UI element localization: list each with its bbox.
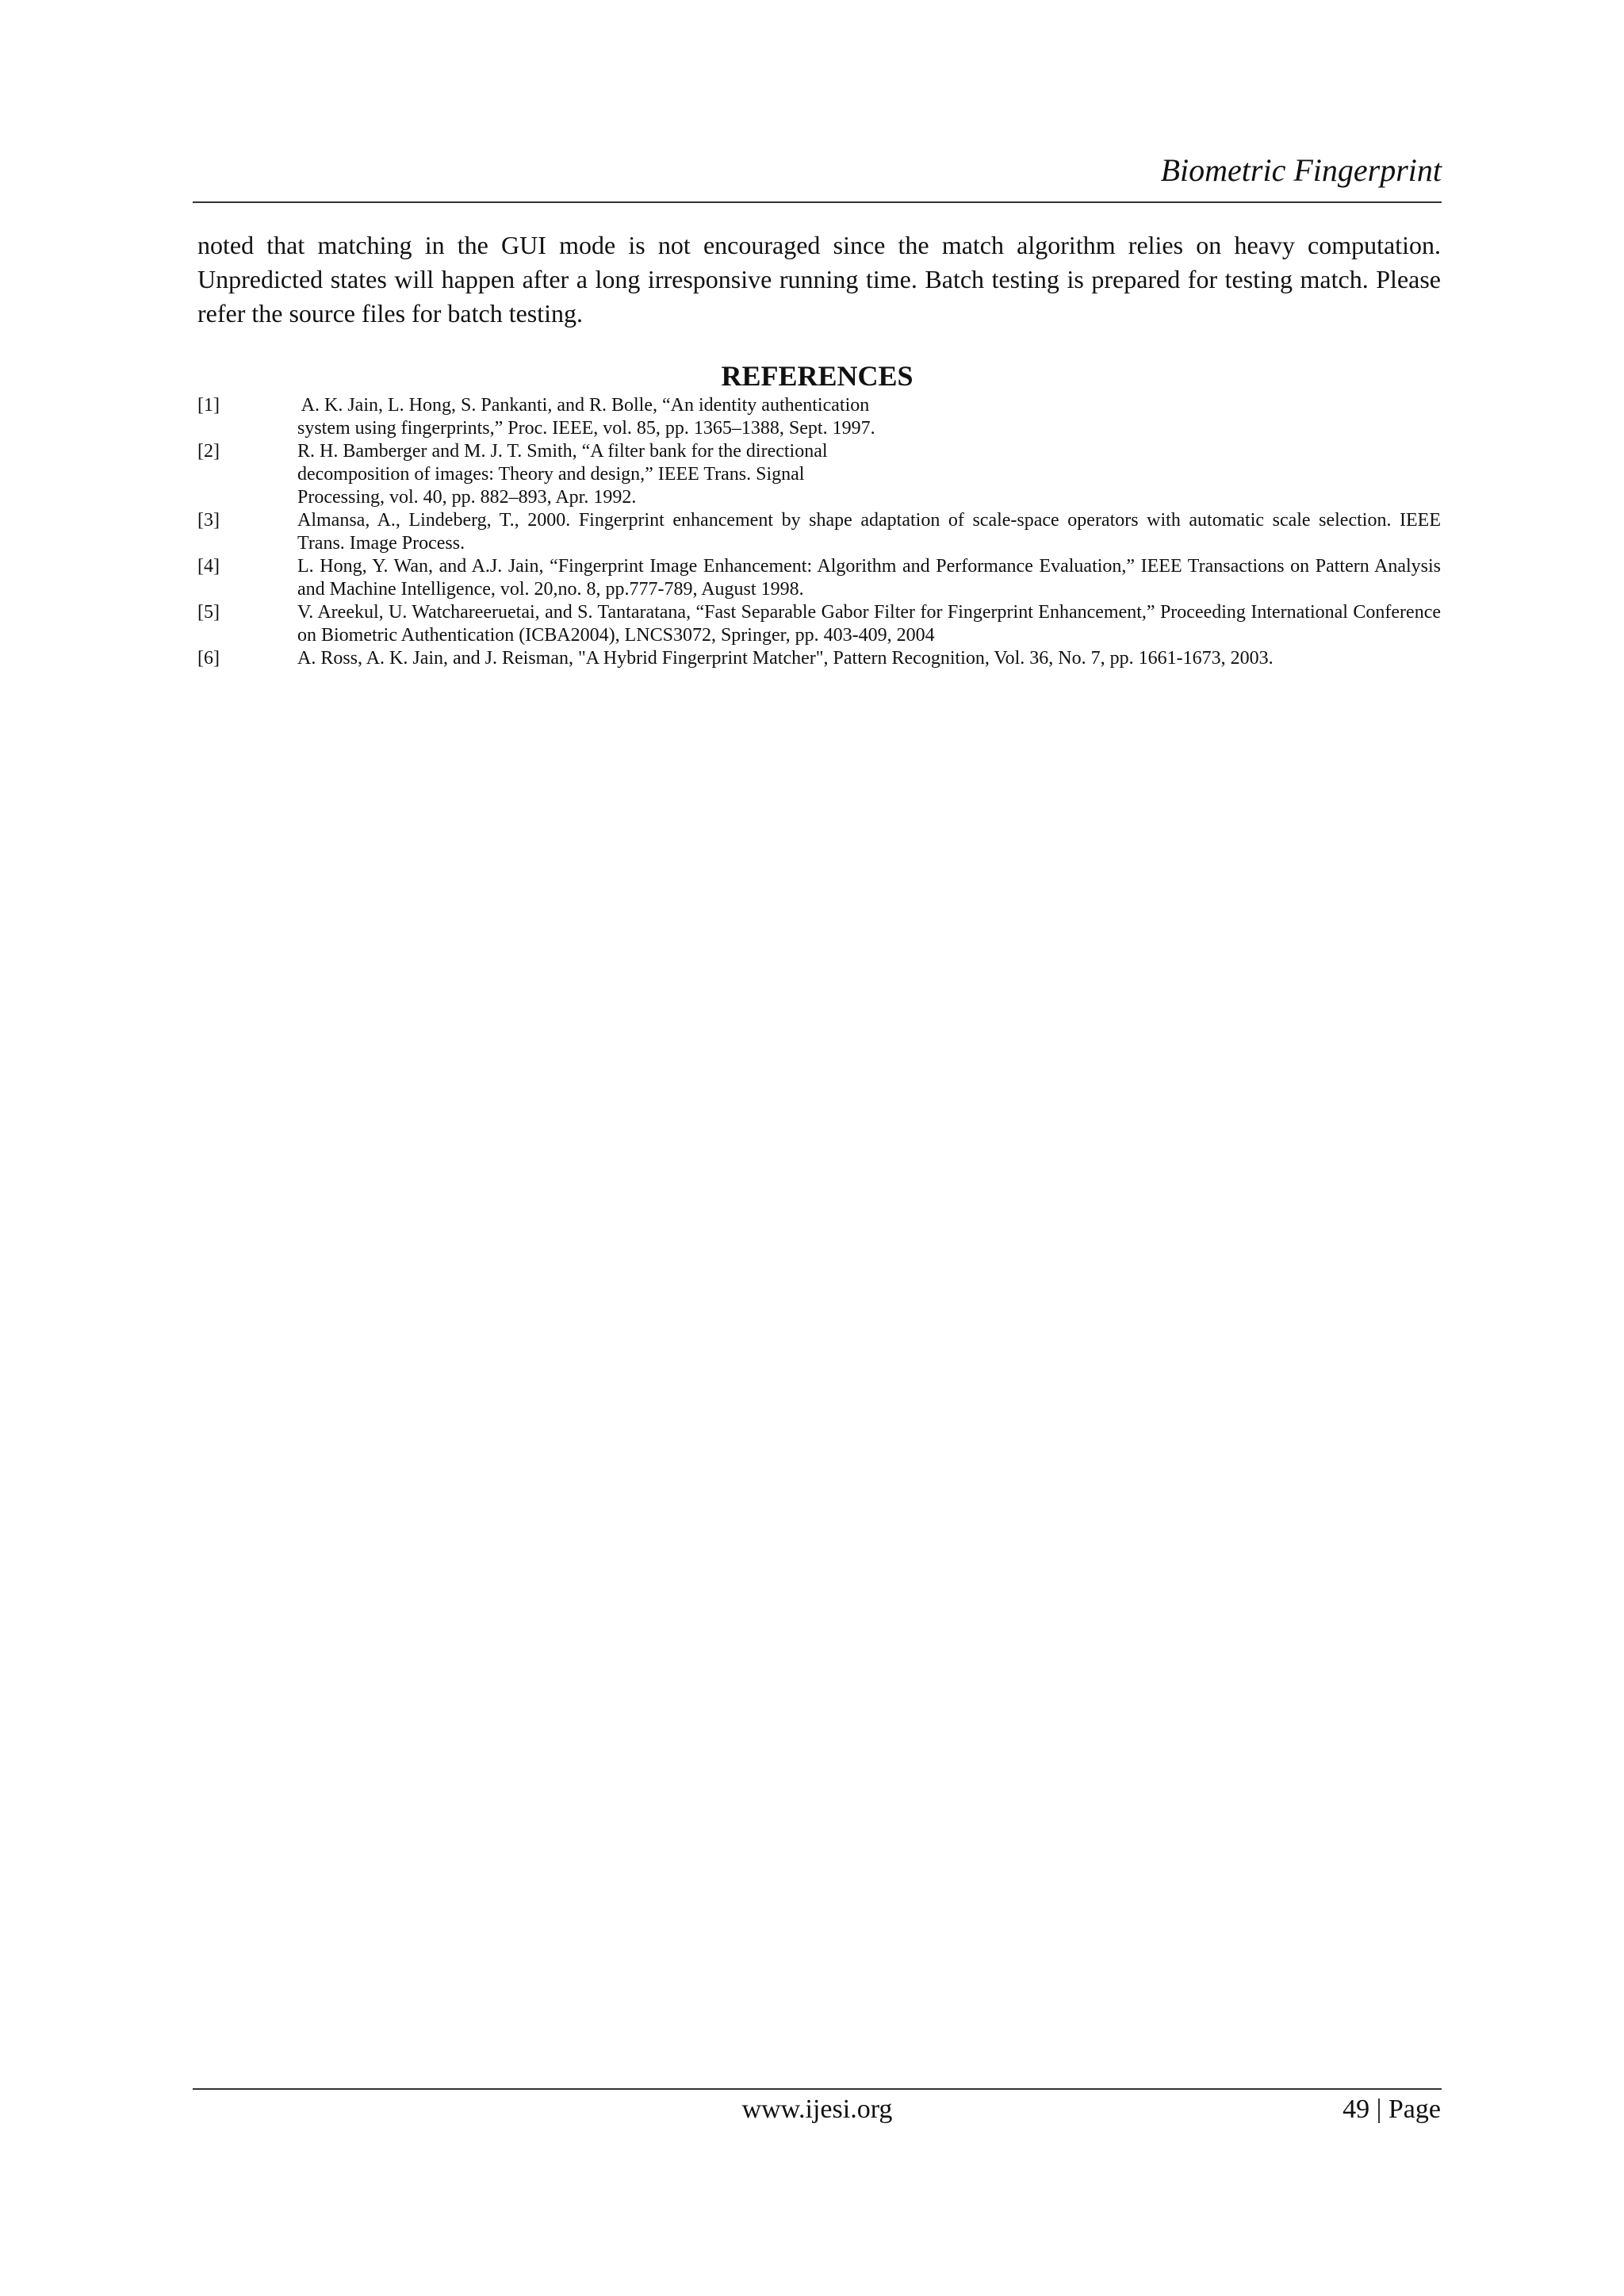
- reference-item-5: [197, 601, 1441, 647]
- running-title: Biometric Fingerprint: [1160, 152, 1442, 188]
- page-number: 49 | Page: [1342, 2095, 1441, 2124]
- reference-number: [4]: [197, 556, 220, 577]
- reference-text: Almansa, A., Lindeberg, T., 2000. Fingerprint enhancement by shape adaptation of scale-space operators with automatic scale selection. IEEE Trans. Image Process.: [297, 510, 1460, 554]
- reference-line: R. H. Bamberger and M. J. T. Smith, “A filter bank for the directional: [297, 441, 828, 462]
- reference-line: A. K. Jain, L. Hong, S. Pankanti, and R. Bolle, “An identity authentication: [297, 395, 870, 416]
- footer-url[interactable]: www.ijesi.org: [741, 2095, 893, 2124]
- reference-line: system using fingerprints,” Proc. IEEE, vol. 85, pp. 1365–1388, Sept. 1997.: [297, 418, 875, 439]
- reference-item-4: [197, 555, 1441, 601]
- header-rule: [193, 201, 1442, 203]
- reference-number: [1]: [197, 395, 220, 416]
- reference-item-2: [197, 440, 1441, 509]
- reference-number: [5]: [197, 602, 220, 623]
- reference-text: [297, 394, 1441, 440]
- footer-rule: [193, 2088, 1442, 2090]
- reference-text: A. Ross, A. K. Jain, and J. Reisman, "A Hybrid Fingerprint Matcher", Pattern Recognition, Vol. 36, No. 7, pp. 1661-1673, 2003.: [297, 648, 1274, 669]
- reference-text: L. Hong, Y. Wan, and A.J. Jain, “Fingerprint Image Enhancement: Algorithm and Performance Evaluation,” IEEE Transactions on Pattern Analysis and Machine Intelligence, vol. 20,no. 8, pp.777-789, August 1998.: [297, 556, 1441, 600]
- reference-item-1: [197, 394, 1441, 440]
- reference-number: [3]: [197, 510, 220, 531]
- reference-item-3: [197, 509, 1460, 555]
- reference-number: [2]: [197, 441, 220, 462]
- reference-text: V. Areekul, U. Watchareeruetai, and S. Tantaratana, “Fast Separable Gabor Filter for Fingerprint Enhancement,” Proceeding International Conference on Biometric Authentication (ICBA2004), LNCS3072, Springer, pp. 403-409, 2004: [297, 602, 1441, 646]
- body-paragraph: noted that matching in the GUI mode is not encouraged since the match algorithm relies on heavy computation. Unpredicted states will happen after a long irresponsive running time. Batch testing is prepared for testing match. Please refer the source files for batch testing.: [197, 231, 1441, 328]
- reference-line: decomposition of images: Theory and design,” IEEE Trans. Signal: [297, 464, 805, 485]
- references-heading: REFERENCES: [721, 360, 914, 392]
- reference-line: Processing, vol. 40, pp. 882–893, Apr. 1992.: [297, 487, 637, 508]
- reference-number: [6]: [197, 648, 220, 669]
- reference-item-6: [197, 647, 1441, 670]
- reference-text: [297, 440, 1441, 509]
- reference-list: [197, 394, 1460, 670]
